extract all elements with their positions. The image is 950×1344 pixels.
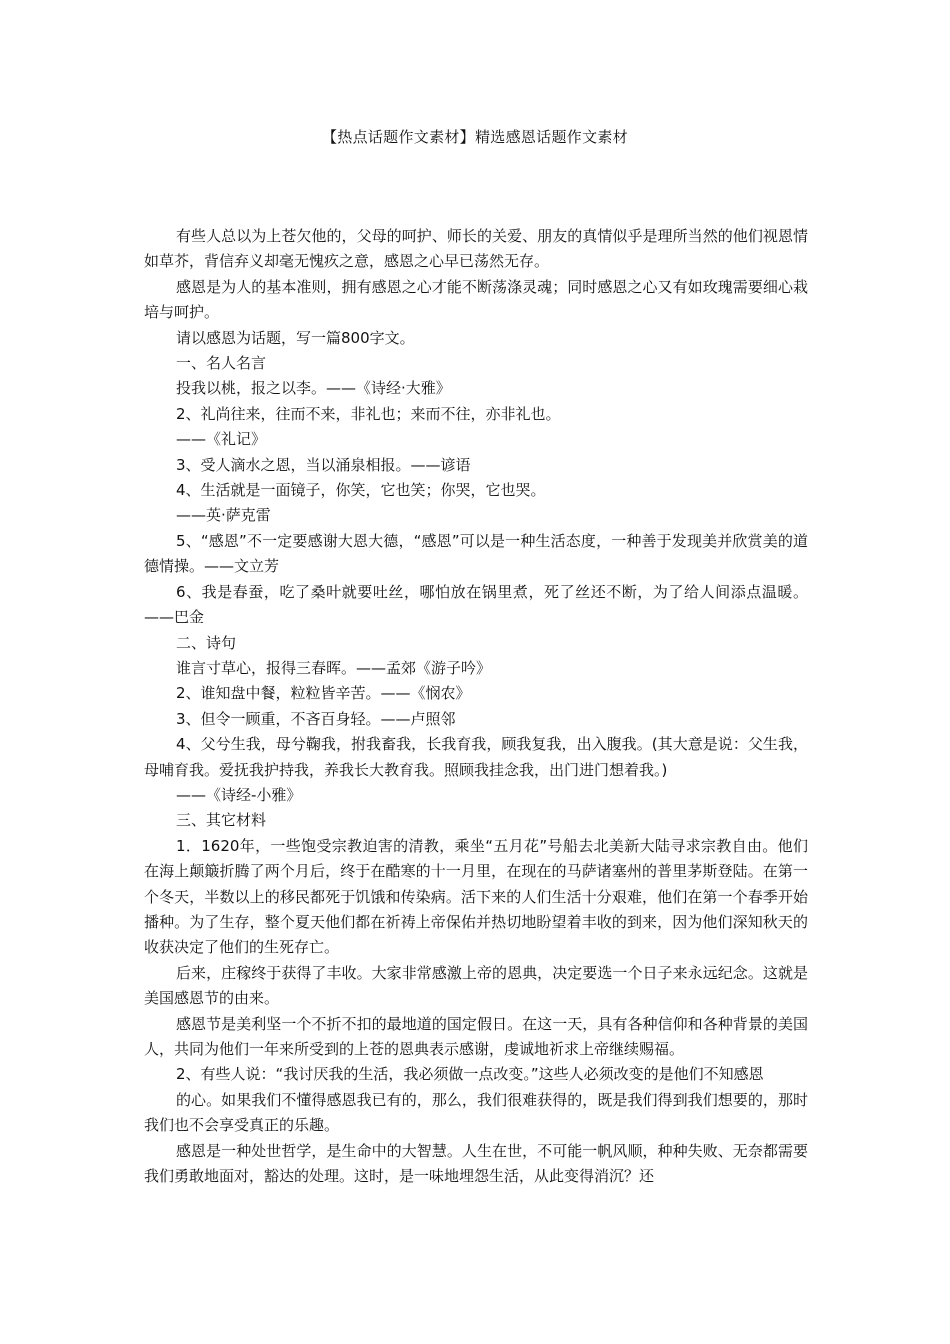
poem-item: 谁言寸草心，报得三春晖。——孟郊《游子吟》 [176,658,492,677]
quote-item: 6、我是春蚕，吃了桑叶就要吐丝，哪怕放在锅里煮，死了丝还不断，为了给人间添点温暖。——巴金 [144,582,808,627]
material-paragraph: 1．1620年，一些饱受宗教迫害的清教，乘坐“五月花”号船去北美新大陆寻求宗教自由。他们在海上颠簸折腾了两个月后，终于在酷寒的十一月里，在现在的马萨诸塞州的普里茅斯登陆。在第一个冬天，半数以上的移民都死于饥饿和传染病。活下来的人们生活十分艰难，他们在第一个春季开始播种。为了生存，整个夏天他们都在祈祷上帝保佑并热切地盼望着丰收的到来，因为他们深知秋天的收获决定了他们的生死存亡。 [144,836,808,957]
poem-item: 3、但令一顾重，不吝百身轻。——卢照邻 [176,709,456,728]
section-heading: 一、名人名言 [176,354,267,373]
paragraph: 有些人总以为上苍欠他的，父母的呵护、师长的关爱、朋友的真情似乎是理所当然的他们视恩情如草芥，背信弃义却毫无愧疚之意，感恩之心早已荡然无存。 [144,227,808,271]
paragraph: 感恩是为人的基本准则，拥有感恩之心才能不断荡涤灵魂；同时感恩之心又有如玫瑰需要细心栽培与呵护。 [144,277,808,322]
quote-source: ——英·萨克雷 [176,506,271,525]
section-heading: 二、诗句 [176,633,237,652]
quote-item: 4、生活就是一面镜子，你笑，它也笑；你哭，它也哭。 [176,481,546,500]
poem-item: 4、父兮生我，母兮鞠我，拊我畜我，长我育我，顾我复我，出入腹我。(其大意是说：父生我，母哺育我。爱抚我护持我，养我长大教育我。照顾我挂念我，出门进门想着我。) [144,735,808,779]
section-heading: 三、其它材料 [176,811,267,830]
quote-source: ——《礼记》 [176,430,267,449]
quote-item: 5、“感恩”不一定要感谢大恩大德，“感恩”可以是一种生活态度，一种善于发现美并欣赏美的道德情操。——文立芳 [144,531,808,576]
quote-item: 3、受人滴水之恩，当以涌泉相报。——谚语 [176,455,471,474]
document-title: 【热点话题作文素材】精选感恩话题作文素材 [321,128,628,146]
document-body [144,224,808,1189]
material-paragraph: 的心。如果我们不懂得感恩我已有的，那么，我们很难获得的，既是我们得到我们想要的，那时我们也不会享受真正的乐趣。 [144,1090,808,1135]
quote-item: 投我以桃，报之以李。——《诗经·大雅》 [176,379,451,398]
material-paragraph: 2、有些人说：“我讨厌我的生活，我必须做一点改变。”这些人必须改变的是他们不知感恩 [176,1065,764,1084]
quote-item: 2、礼尚往来，往而不来，非礼也；来而不往，亦非礼也。 [176,404,561,423]
poem-item: 2、谁知盘中餐，粒粒皆辛苦。——《悯农》 [176,684,471,703]
material-paragraph: 后来，庄稼终于获得了丰收。大家非常感激上帝的恩典，决定要选一个日子来永远纪念。这就是美国感恩节的由来。 [144,963,808,1008]
material-paragraph: 感恩是一种处世哲学，是生命中的大智慧。人生在世，不可能一帆风顺，种种失败、无奈都需要我们勇敢地面对，豁达的处理。这时，是一味地埋怨生活，从此变得消沉？还 [144,1141,808,1186]
poem-source: ——《诗经-小雅》 [176,785,302,804]
material-paragraph: 感恩节是美利坚一个不折不扣的最地道的国定假日。在这一天，具有各种信仰和各种背景的美国人，共同为他们一年来所受到的上苍的恩典表示感谢，虔诚地祈求上帝继续赐福。 [144,1014,808,1058]
paragraph: 请以感恩为话题，写一篇800字文。 [176,328,415,347]
